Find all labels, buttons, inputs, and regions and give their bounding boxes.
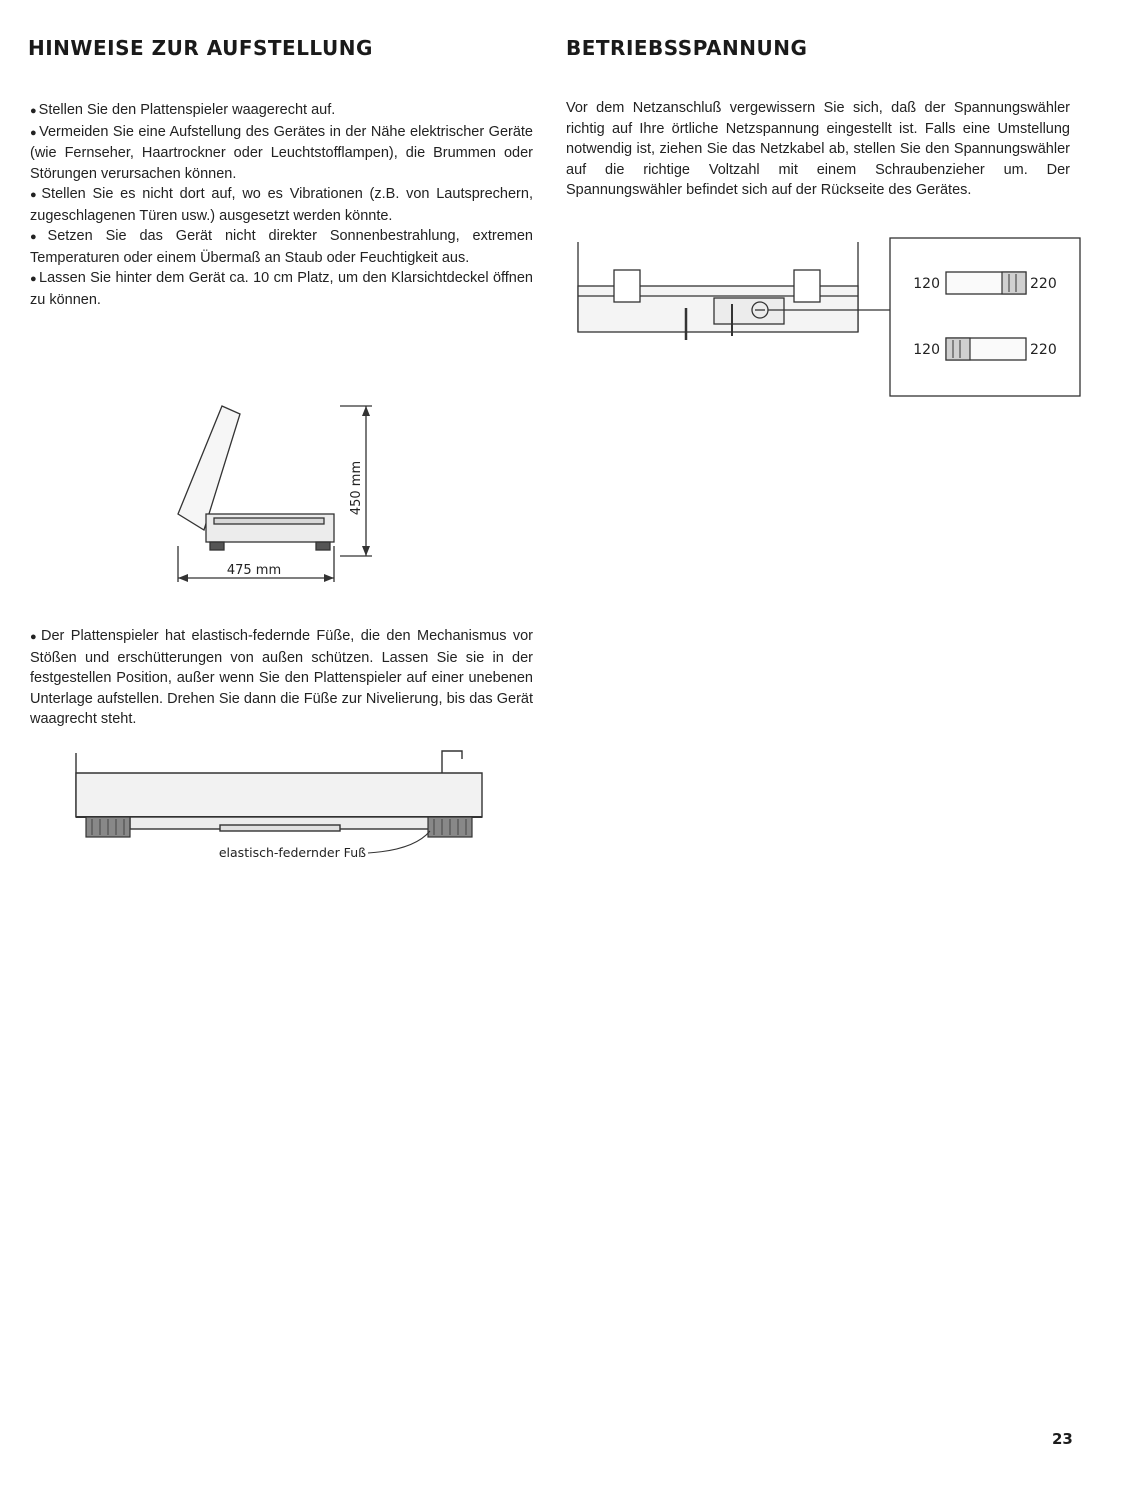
- setup-bullet-2: ● Vermeiden Sie eine Aufstellung des Gerätes in der Nähe elektrischer Geräte (wie Fernseher, Haartrockner oder Leuchtstofflampen), die Brummen oder Störungen verursachen können.: [30, 122, 533, 185]
- elastic-foot-left: [86, 817, 130, 837]
- voltage-bottom-right-label: 220: [1030, 342, 1057, 358]
- voltage-switch-bottom: [913, 338, 1056, 360]
- width-dimension-label: 475 mm: [226, 563, 282, 578]
- height-dimension-label: 450 mm: [349, 460, 364, 516]
- page-number: 23: [1052, 1430, 1073, 1448]
- feet-instructions: [30, 626, 533, 730]
- setup-instructions: [30, 100, 533, 310]
- section-heading-setup: HINWEISE ZUR AUFSTELLUNG: [28, 36, 373, 60]
- setup-bullet-3: ● Stellen Sie es nicht dort auf, wo es Vibrationen (z.B. von Lautsprechern, zugeschlagenen Türen usw.) ausgesetzt werden könnte.: [30, 184, 533, 226]
- voltage-top-left-label: 120: [913, 276, 940, 292]
- voltage-top-right-label: 220: [1030, 276, 1057, 292]
- voltage-bottom-left-label: 120: [913, 342, 940, 358]
- setup-bullet-5: ● Lassen Sie hinter dem Gerät ca. 10 cm Platz, um den Klarsichtdeckel öffnen zu können.: [30, 268, 533, 310]
- open-lid: [178, 406, 240, 530]
- voltage-switch-top: [913, 272, 1056, 294]
- voltage-selector-detail-box: [890, 238, 1080, 396]
- elastic-foot-right: [428, 817, 472, 837]
- dimensions-illustration: [170, 396, 385, 586]
- setup-bullet-1: ● Stellen Sie den Plattenspieler waagerecht auf.: [30, 100, 533, 122]
- voltage-instructions: [566, 98, 1070, 201]
- feet-illustration: [70, 745, 510, 870]
- foot-callout-label: elastisch-federnder Fuß: [218, 845, 366, 860]
- setup-bullet-4: ● Setzen Sie das Gerät nicht direkter Sonnenbestrahlung, extremen Temperaturen oder einem Übermaß an Staub oder Feuchtigkeit aus.: [30, 226, 533, 268]
- voltage-selector-illustration: [572, 236, 1084, 401]
- voltage-paragraph: Vor dem Netzanschluß vergewissern Sie sich, daß der Spannungswähler richtig auf Ihre örtliche Netzspannung eingestellt ist. Falls eine Umstellung notwendig ist, ziehen Sie das Netzkabel ab, stellen Sie den Spannungswähler auf die richtige Voltzahl mit einem Schraubenzieher um. Der Spannungswähler befindet sich auf der Rückseite des Gerätes.: [566, 100, 1070, 198]
- feet-paragraph: ● Der Plattenspieler hat elastisch-federnde Füße, die den Mechanismus vor Stößen und erschütterungen von außen schützen. Lassen Sie sie in der festgestellen Position, außer wenn Sie den Plattenspieler auf einer unebenen Unterlage aufstellen. Drehen Sie dann die Füße zur Nivelierung, bis das Gerät waagrecht steht.: [30, 626, 533, 730]
- section-heading-voltage: BETRIEBSSPANNUNG: [566, 36, 808, 60]
